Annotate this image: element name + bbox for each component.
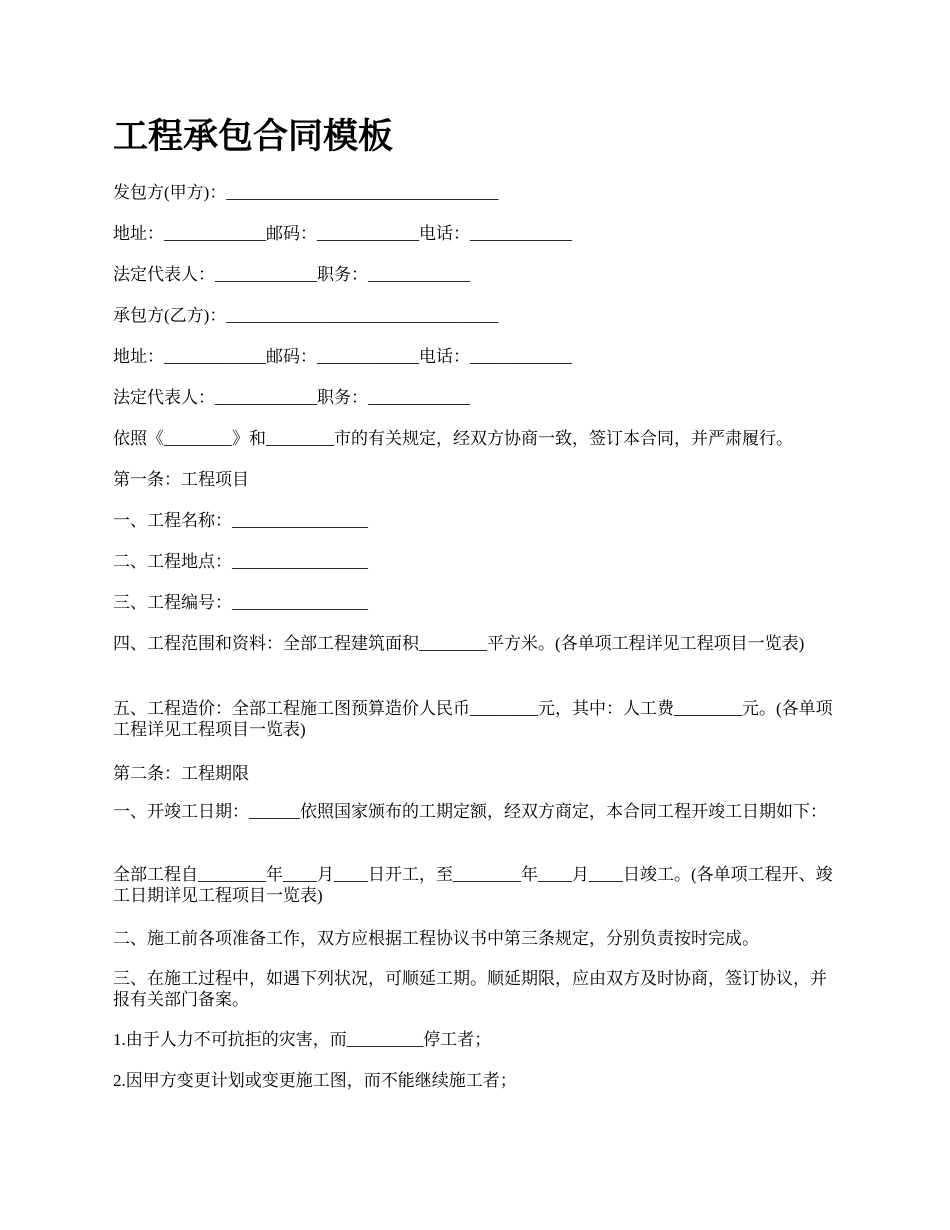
condition-one-line: 1.由于人力不可抗拒的灾害，而_________停工者；	[113, 1030, 492, 1049]
start-completion-paragraph: 一、开竣工日期：______依照国家颁布的工期定额，经双方商定，本合同工程开竣工日期如下：	[113, 802, 827, 821]
document-title: 工程承包合同模板	[113, 117, 394, 156]
project-cost-paragraph: 五、工程造价：全部工程施工图预算造价人民币________元，其中：人工费________元。(各单项工程详见工程项目一览表)	[113, 699, 833, 739]
condition-two-line: 2.因甲方变更计划或变更施工图，而不能继续施工者；	[113, 1071, 517, 1090]
party-b-line: 承包方(乙方)：________________________________	[113, 306, 499, 325]
project-name-line: 一、工程名称：________________	[113, 511, 368, 530]
party-b-address-line: 地址：____________邮码：____________电话：____________	[113, 347, 572, 366]
schedule-dates-paragraph: 全部工程自________年____月____日开工，至________年____月____日竣工。(各单项工程开、竣工日期详见工程项目一览表)	[113, 865, 833, 905]
article-two-heading: 第二条：工程期限	[113, 764, 249, 783]
article-one-heading: 第一条：工程项目	[113, 470, 249, 489]
preparation-paragraph: 二、施工前各项准备工作，双方应根据工程协议书中第三条规定，分别负责按时完成。	[113, 929, 759, 948]
project-number-line: 三、工程编号：________________	[113, 593, 368, 612]
party-a-representative-line: 法定代表人：____________职务：____________	[113, 265, 470, 284]
project-location-line: 二、工程地点：________________	[113, 552, 368, 571]
party-a-address-line: 地址：____________邮码：____________电话：____________	[113, 224, 572, 243]
preamble-paragraph: 依照《________》和________市的有关规定，经双方协商一致，签订本合同，并严肃履行。	[113, 429, 793, 448]
party-a-line: 发包方(甲方)：________________________________	[113, 183, 499, 202]
extension-paragraph: 三、在施工过程中，如遇下列状况，可顺延工期。顺延期限，应由双方及时协商，签订协议，并报有关部门备案。	[113, 969, 827, 1009]
project-scope-paragraph: 四、工程范围和资料：全部工程建筑面积________平方米。(各单项工程详见工程项目一览表)	[113, 634, 805, 653]
party-b-representative-line: 法定代表人：____________职务：____________	[113, 388, 470, 407]
